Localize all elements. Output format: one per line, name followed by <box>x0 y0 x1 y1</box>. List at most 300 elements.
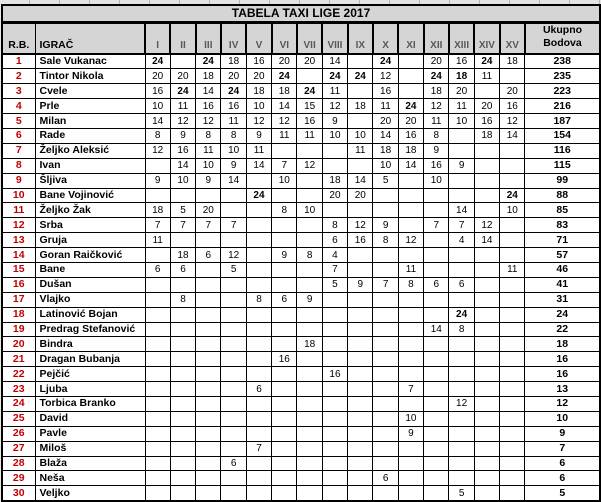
col-header-round-I[interactable]: I <box>145 22 170 54</box>
score-cell-IV[interactable]: 8 <box>221 128 246 143</box>
score-cell-III[interactable] <box>196 277 221 292</box>
score-cell-X[interactable] <box>373 426 398 441</box>
score-cell-VIII[interactable] <box>322 382 347 397</box>
player-name-cell[interactable]: Veljko <box>35 486 145 501</box>
score-cell-XIV[interactable] <box>474 426 499 441</box>
score-cell-XI[interactable] <box>398 248 423 263</box>
score-cell-XI[interactable] <box>398 352 423 367</box>
score-cell-XV[interactable]: 14 <box>500 128 525 143</box>
score-cell-I[interactable] <box>145 292 170 307</box>
score-cell-XV[interactable] <box>500 143 525 158</box>
rank-cell[interactable]: 11 <box>2 203 35 218</box>
player-name-cell[interactable]: Sale Vukanac <box>35 54 145 69</box>
score-cell-XV[interactable] <box>500 218 525 233</box>
score-cell-III[interactable] <box>196 471 221 486</box>
score-cell-XII[interactable]: 8 <box>424 128 449 143</box>
score-cell-III[interactable]: 24 <box>196 54 221 69</box>
score-cell-IV[interactable] <box>221 486 246 501</box>
score-cell-III[interactable]: 20 <box>196 203 221 218</box>
score-cell-IV[interactable]: 18 <box>221 54 246 69</box>
score-cell-XIV[interactable] <box>474 277 499 292</box>
rank-cell[interactable]: 28 <box>2 456 35 471</box>
score-cell-XIII[interactable]: 12 <box>449 396 474 411</box>
table-title[interactable]: TABELA TAXI LIGE 2017 <box>2 5 600 22</box>
score-cell-IV[interactable] <box>221 396 246 411</box>
score-cell-V[interactable] <box>246 426 271 441</box>
score-cell-III[interactable]: 10 <box>196 158 221 173</box>
score-cell-XII[interactable] <box>424 486 449 501</box>
rank-cell[interactable]: 5 <box>2 114 35 129</box>
score-cell-XV[interactable] <box>500 411 525 426</box>
score-cell-XI[interactable] <box>398 396 423 411</box>
score-cell-X[interactable]: 14 <box>373 128 398 143</box>
player-name-cell[interactable]: Rade <box>35 128 145 143</box>
score-cell-IV[interactable] <box>221 188 246 203</box>
player-name-cell[interactable]: Šljiva <box>35 173 145 188</box>
score-cell-VI[interactable]: 7 <box>272 158 297 173</box>
score-cell-XI[interactable] <box>398 203 423 218</box>
score-cell-X[interactable]: 18 <box>373 143 398 158</box>
rank-cell[interactable]: 3 <box>2 84 35 99</box>
score-cell-VII[interactable]: 8 <box>297 248 322 263</box>
score-cell-XV[interactable]: 11 <box>500 262 525 277</box>
player-name-cell[interactable]: Ivan <box>35 158 145 173</box>
score-cell-V[interactable]: 7 <box>246 441 271 456</box>
score-cell-XIV[interactable] <box>474 456 499 471</box>
score-cell-XIII[interactable] <box>449 352 474 367</box>
score-cell-III[interactable] <box>196 337 221 352</box>
score-cell-II[interactable] <box>170 411 195 426</box>
score-cell-II[interactable] <box>170 337 195 352</box>
score-cell-XV[interactable] <box>500 158 525 173</box>
score-cell-VIII[interactable] <box>322 396 347 411</box>
score-cell-X[interactable]: 10 <box>373 158 398 173</box>
score-cell-XIV[interactable] <box>474 143 499 158</box>
score-cell-XII[interactable]: 18 <box>424 84 449 99</box>
total-cell[interactable]: 6 <box>525 456 600 471</box>
score-cell-XV[interactable] <box>500 441 525 456</box>
score-cell-V[interactable]: 20 <box>246 69 271 84</box>
score-cell-VII[interactable] <box>297 173 322 188</box>
score-cell-IX[interactable]: 14 <box>348 173 373 188</box>
score-cell-IX[interactable]: 9 <box>348 277 373 292</box>
score-cell-VI[interactable]: 24 <box>272 69 297 84</box>
score-cell-XIV[interactable] <box>474 382 499 397</box>
score-cell-II[interactable]: 16 <box>170 143 195 158</box>
score-cell-I[interactable] <box>145 277 170 292</box>
score-cell-I[interactable]: 8 <box>145 128 170 143</box>
score-cell-XIII[interactable] <box>449 456 474 471</box>
score-cell-II[interactable]: 14 <box>170 158 195 173</box>
score-cell-II[interactable] <box>170 486 195 501</box>
score-cell-IV[interactable] <box>221 277 246 292</box>
score-cell-III[interactable] <box>196 367 221 382</box>
score-cell-VII[interactable] <box>297 441 322 456</box>
player-name-cell[interactable]: Pejčić <box>35 367 145 382</box>
total-cell[interactable]: 71 <box>525 233 600 248</box>
score-cell-XIV[interactable] <box>474 322 499 337</box>
score-cell-VIII[interactable]: 6 <box>322 233 347 248</box>
rank-cell[interactable]: 2 <box>2 69 35 84</box>
score-cell-II[interactable]: 11 <box>170 99 195 114</box>
score-cell-IV[interactable] <box>221 367 246 382</box>
score-cell-VI[interactable] <box>272 322 297 337</box>
score-cell-VIII[interactable]: 4 <box>322 248 347 263</box>
score-cell-III[interactable] <box>196 456 221 471</box>
score-cell-XII[interactable]: 9 <box>424 143 449 158</box>
score-cell-XI[interactable] <box>398 188 423 203</box>
score-cell-VI[interactable] <box>272 456 297 471</box>
score-cell-V[interactable] <box>246 307 271 322</box>
score-cell-X[interactable]: 8 <box>373 233 398 248</box>
rank-cell[interactable]: 27 <box>2 441 35 456</box>
score-cell-XIII[interactable] <box>449 441 474 456</box>
score-cell-XII[interactable] <box>424 307 449 322</box>
rank-cell[interactable]: 12 <box>2 218 35 233</box>
score-cell-IV[interactable]: 7 <box>221 218 246 233</box>
col-header-round-III[interactable]: III <box>196 22 221 54</box>
score-cell-VIII[interactable]: 9 <box>322 114 347 129</box>
score-cell-VIII[interactable]: 11 <box>322 84 347 99</box>
score-cell-X[interactable] <box>373 337 398 352</box>
score-cell-VII[interactable]: 15 <box>297 99 322 114</box>
score-cell-XV[interactable] <box>500 367 525 382</box>
score-cell-V[interactable] <box>246 411 271 426</box>
score-cell-X[interactable] <box>373 396 398 411</box>
score-cell-X[interactable] <box>373 188 398 203</box>
score-cell-V[interactable] <box>246 456 271 471</box>
score-cell-IX[interactable] <box>348 396 373 411</box>
score-cell-II[interactable] <box>170 426 195 441</box>
score-cell-X[interactable] <box>373 322 398 337</box>
score-cell-VIII[interactable]: 20 <box>322 188 347 203</box>
score-cell-III[interactable] <box>196 396 221 411</box>
player-name-cell[interactable]: Željko Žak <box>35 203 145 218</box>
score-cell-I[interactable]: 7 <box>145 218 170 233</box>
score-cell-IX[interactable] <box>348 158 373 173</box>
score-cell-I[interactable] <box>145 471 170 486</box>
score-cell-III[interactable] <box>196 262 221 277</box>
score-cell-XI[interactable] <box>398 322 423 337</box>
score-cell-X[interactable] <box>373 307 398 322</box>
score-cell-V[interactable]: 18 <box>246 84 271 99</box>
score-cell-XI[interactable] <box>398 54 423 69</box>
score-cell-III[interactable]: 8 <box>196 128 221 143</box>
score-cell-IV[interactable] <box>221 307 246 322</box>
score-cell-XII[interactable]: 7 <box>424 218 449 233</box>
score-cell-XII[interactable]: 20 <box>424 54 449 69</box>
score-cell-IV[interactable] <box>221 441 246 456</box>
score-cell-XIV[interactable]: 20 <box>474 99 499 114</box>
score-cell-XV[interactable] <box>500 233 525 248</box>
rank-cell[interactable]: 29 <box>2 471 35 486</box>
score-cell-XIII[interactable] <box>449 337 474 352</box>
score-cell-X[interactable]: 20 <box>373 114 398 129</box>
score-cell-XI[interactable] <box>398 471 423 486</box>
score-cell-VII[interactable] <box>297 322 322 337</box>
col-header-round-XII[interactable]: XII <box>424 22 449 54</box>
score-cell-V[interactable] <box>246 352 271 367</box>
score-cell-I[interactable] <box>145 426 170 441</box>
score-cell-XIV[interactable] <box>474 248 499 263</box>
col-header-rank[interactable]: R.B. <box>2 22 35 54</box>
col-header-round-IV[interactable]: IV <box>221 22 246 54</box>
rank-cell[interactable]: 19 <box>2 322 35 337</box>
score-cell-III[interactable]: 18 <box>196 69 221 84</box>
score-cell-XV[interactable] <box>500 471 525 486</box>
score-cell-VII[interactable]: 9 <box>297 292 322 307</box>
score-cell-III[interactable] <box>196 322 221 337</box>
score-cell-VII[interactable] <box>297 233 322 248</box>
score-cell-IX[interactable]: 16 <box>348 233 373 248</box>
score-cell-VI[interactable] <box>272 367 297 382</box>
player-name-cell[interactable]: Bane Vojinović <box>35 188 145 203</box>
rank-cell[interactable]: 20 <box>2 337 35 352</box>
score-cell-VIII[interactable]: 5 <box>322 277 347 292</box>
score-cell-XIII[interactable]: 9 <box>449 158 474 173</box>
score-cell-XIV[interactable]: 11 <box>474 69 499 84</box>
score-cell-VIII[interactable]: 14 <box>322 54 347 69</box>
score-cell-XIV[interactable]: 14 <box>474 233 499 248</box>
score-cell-VII[interactable] <box>297 143 322 158</box>
score-cell-XIII[interactable] <box>449 248 474 263</box>
score-cell-V[interactable]: 16 <box>246 54 271 69</box>
score-cell-I[interactable] <box>145 456 170 471</box>
score-cell-XII[interactable] <box>424 188 449 203</box>
score-cell-XI[interactable] <box>398 441 423 456</box>
score-cell-I[interactable] <box>145 382 170 397</box>
rank-cell[interactable]: 25 <box>2 411 35 426</box>
rank-cell[interactable]: 8 <box>2 158 35 173</box>
total-cell[interactable]: 7 <box>525 441 600 456</box>
score-cell-X[interactable] <box>373 203 398 218</box>
score-cell-XIII[interactable]: 4 <box>449 233 474 248</box>
score-cell-XIII[interactable]: 5 <box>449 486 474 501</box>
player-name-cell[interactable]: Prle <box>35 99 145 114</box>
score-cell-X[interactable] <box>373 486 398 501</box>
score-cell-XIV[interactable] <box>474 411 499 426</box>
score-cell-XIV[interactable] <box>474 158 499 173</box>
score-cell-VIII[interactable] <box>322 352 347 367</box>
player-name-cell[interactable]: Blaža <box>35 456 145 471</box>
score-cell-IX[interactable]: 12 <box>348 218 373 233</box>
total-cell[interactable]: 187 <box>525 114 600 129</box>
score-cell-VII[interactable]: 11 <box>297 128 322 143</box>
score-cell-II[interactable] <box>170 471 195 486</box>
score-cell-XI[interactable] <box>398 367 423 382</box>
score-cell-VI[interactable]: 11 <box>272 128 297 143</box>
rank-cell[interactable]: 6 <box>2 128 35 143</box>
col-header-player[interactable]: IGRAČ <box>35 22 145 54</box>
score-cell-VI[interactable] <box>272 307 297 322</box>
score-cell-VIII[interactable] <box>322 486 347 501</box>
score-cell-I[interactable] <box>145 158 170 173</box>
total-cell[interactable]: 24 <box>525 307 600 322</box>
score-cell-III[interactable]: 7 <box>196 218 221 233</box>
col-header-round-II[interactable]: II <box>170 22 195 54</box>
score-cell-II[interactable]: 20 <box>170 69 195 84</box>
score-cell-XV[interactable]: 24 <box>500 188 525 203</box>
score-cell-VIII[interactable]: 18 <box>322 173 347 188</box>
score-cell-VI[interactable] <box>272 233 297 248</box>
player-name-cell[interactable]: Vlajko <box>35 292 145 307</box>
total-cell[interactable]: 57 <box>525 248 600 263</box>
player-name-cell[interactable]: Bane <box>35 262 145 277</box>
score-cell-XIV[interactable]: 12 <box>474 218 499 233</box>
score-cell-XI[interactable]: 20 <box>398 114 423 129</box>
score-cell-VIII[interactable] <box>322 471 347 486</box>
total-cell[interactable]: 13 <box>525 382 600 397</box>
score-cell-VI[interactable] <box>272 262 297 277</box>
score-cell-II[interactable] <box>170 54 195 69</box>
score-cell-XV[interactable] <box>500 277 525 292</box>
score-cell-V[interactable]: 12 <box>246 114 271 129</box>
score-cell-I[interactable] <box>145 486 170 501</box>
total-cell[interactable]: 83 <box>525 218 600 233</box>
score-cell-IX[interactable]: 11 <box>348 143 373 158</box>
rank-cell[interactable]: 14 <box>2 248 35 263</box>
score-cell-I[interactable] <box>145 352 170 367</box>
score-cell-VI[interactable]: 16 <box>272 352 297 367</box>
score-cell-I[interactable]: 14 <box>145 114 170 129</box>
score-cell-VI[interactable]: 14 <box>272 99 297 114</box>
rank-cell[interactable]: 9 <box>2 173 35 188</box>
score-cell-IX[interactable] <box>348 322 373 337</box>
score-cell-XIII[interactable]: 8 <box>449 322 474 337</box>
total-cell[interactable]: 18 <box>525 337 600 352</box>
score-cell-XIV[interactable] <box>474 307 499 322</box>
player-name-cell[interactable]: Cvele <box>35 84 145 99</box>
score-cell-IX[interactable]: 18 <box>348 99 373 114</box>
score-cell-II[interactable] <box>170 382 195 397</box>
score-cell-III[interactable] <box>196 352 221 367</box>
score-cell-IV[interactable] <box>221 322 246 337</box>
score-cell-XV[interactable] <box>500 426 525 441</box>
player-name-cell[interactable]: Srba <box>35 218 145 233</box>
score-cell-VII[interactable] <box>297 69 322 84</box>
score-cell-XIII[interactable] <box>449 471 474 486</box>
col-header-round-XV[interactable]: XV <box>500 22 525 54</box>
total-cell[interactable]: 10 <box>525 411 600 426</box>
score-cell-XV[interactable] <box>500 292 525 307</box>
score-cell-I[interactable] <box>145 411 170 426</box>
score-cell-X[interactable] <box>373 248 398 263</box>
score-cell-XI[interactable]: 9 <box>398 426 423 441</box>
score-cell-IV[interactable]: 10 <box>221 143 246 158</box>
score-cell-VIII[interactable]: 12 <box>322 99 347 114</box>
score-cell-III[interactable] <box>196 233 221 248</box>
score-cell-XIII[interactable]: 7 <box>449 218 474 233</box>
score-cell-VI[interactable] <box>272 382 297 397</box>
player-name-cell[interactable]: Goran Raičković <box>35 248 145 263</box>
col-header-round-XIII[interactable]: XIII <box>449 22 474 54</box>
score-cell-XIII[interactable] <box>449 173 474 188</box>
score-cell-V[interactable] <box>246 233 271 248</box>
score-cell-XIII[interactable] <box>449 382 474 397</box>
total-cell[interactable]: 6 <box>525 471 600 486</box>
score-cell-XIII[interactable] <box>449 262 474 277</box>
score-cell-VIII[interactable] <box>322 441 347 456</box>
score-cell-V[interactable] <box>246 277 271 292</box>
score-cell-XV[interactable] <box>500 396 525 411</box>
score-cell-IV[interactable]: 5 <box>221 262 246 277</box>
player-name-cell[interactable]: Bindra <box>35 337 145 352</box>
score-cell-I[interactable]: 6 <box>145 262 170 277</box>
score-cell-IX[interactable] <box>348 471 373 486</box>
score-cell-VIII[interactable] <box>322 203 347 218</box>
score-cell-XII[interactable]: 12 <box>424 99 449 114</box>
score-cell-XI[interactable] <box>398 486 423 501</box>
score-cell-IV[interactable] <box>221 471 246 486</box>
score-cell-VI[interactable]: 6 <box>272 292 297 307</box>
score-cell-VII[interactable]: 10 <box>297 203 322 218</box>
score-cell-VI[interactable]: 12 <box>272 114 297 129</box>
score-cell-X[interactable]: 5 <box>373 173 398 188</box>
score-cell-XII[interactable] <box>424 337 449 352</box>
score-cell-III[interactable]: 12 <box>196 114 221 129</box>
score-cell-VII[interactable] <box>297 262 322 277</box>
score-cell-XIV[interactable] <box>474 352 499 367</box>
col-header-round-VII[interactable]: VII <box>297 22 322 54</box>
score-cell-VIII[interactable] <box>322 158 347 173</box>
score-cell-II[interactable] <box>170 233 195 248</box>
score-cell-IX[interactable] <box>348 486 373 501</box>
col-header-round-VI[interactable]: VI <box>272 22 297 54</box>
score-cell-VII[interactable] <box>297 486 322 501</box>
score-cell-XI[interactable]: 24 <box>398 99 423 114</box>
score-cell-V[interactable] <box>246 367 271 382</box>
score-cell-XIV[interactable] <box>474 292 499 307</box>
rank-cell[interactable]: 26 <box>2 426 35 441</box>
score-cell-III[interactable]: 16 <box>196 99 221 114</box>
score-cell-IX[interactable]: 10 <box>348 128 373 143</box>
score-cell-V[interactable] <box>246 322 271 337</box>
score-cell-VI[interactable] <box>272 218 297 233</box>
score-cell-II[interactable]: 12 <box>170 114 195 129</box>
score-cell-VII[interactable] <box>297 382 322 397</box>
score-cell-VII[interactable]: 20 <box>297 54 322 69</box>
score-cell-X[interactable] <box>373 292 398 307</box>
score-cell-VI[interactable]: 10 <box>272 173 297 188</box>
score-cell-I[interactable] <box>145 188 170 203</box>
score-cell-VI[interactable] <box>272 277 297 292</box>
player-name-cell[interactable]: Dragan Bubanja <box>35 352 145 367</box>
score-cell-XIII[interactable] <box>449 188 474 203</box>
score-cell-VII[interactable] <box>297 352 322 367</box>
score-cell-I[interactable] <box>145 307 170 322</box>
score-cell-XII[interactable] <box>424 248 449 263</box>
score-cell-IX[interactable] <box>348 426 373 441</box>
col-header-round-VIII[interactable]: VIII <box>322 22 347 54</box>
score-cell-XIII[interactable] <box>449 367 474 382</box>
rank-cell[interactable]: 1 <box>2 54 35 69</box>
col-header-round-XI[interactable]: XI <box>398 22 423 54</box>
score-cell-IX[interactable] <box>348 114 373 129</box>
score-cell-II[interactable] <box>170 367 195 382</box>
score-cell-III[interactable] <box>196 441 221 456</box>
score-cell-III[interactable]: 6 <box>196 248 221 263</box>
score-cell-XII[interactable] <box>424 456 449 471</box>
player-name-cell[interactable]: Željko Aleksić <box>35 143 145 158</box>
player-name-cell[interactable]: Latinović Bojan <box>35 307 145 322</box>
score-cell-V[interactable]: 10 <box>246 99 271 114</box>
score-cell-XII[interactable]: 24 <box>424 69 449 84</box>
score-cell-VI[interactable] <box>272 426 297 441</box>
score-cell-XIII[interactable]: 11 <box>449 99 474 114</box>
score-cell-VII[interactable]: 12 <box>297 158 322 173</box>
total-cell[interactable]: 99 <box>525 173 600 188</box>
score-cell-IX[interactable]: 24 <box>348 69 373 84</box>
